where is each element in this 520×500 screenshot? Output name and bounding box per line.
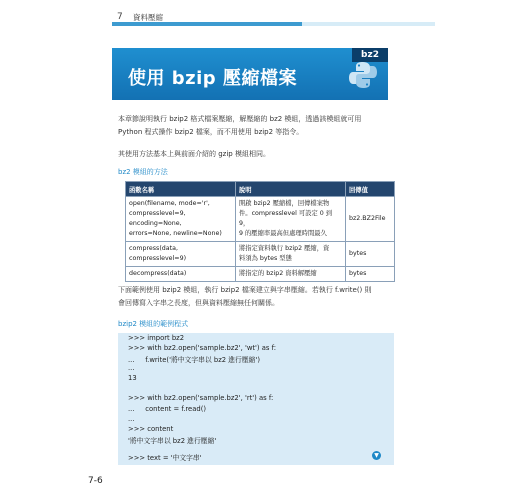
return-cell: bytes	[346, 242, 395, 267]
code-line: 13	[128, 374, 137, 382]
function-name-cell: compress(data, compresslevel=9)	[126, 242, 236, 267]
description-cell: 將指定的 bzip2 資料解壓縮	[236, 267, 346, 282]
code-line: ...	[128, 364, 135, 372]
table-row	[126, 197, 395, 242]
section-title: 使用 bzip 壓縮檔案	[128, 68, 297, 89]
chapter-number: 7	[117, 12, 123, 22]
cell-line: 料須為 bytes 型態	[239, 255, 292, 262]
code-line: '將中文字串以 bz2 進行壓縮'	[128, 437, 217, 445]
code-line: >>> with bz2.open('sample.bz2', 'wt') as f:	[128, 344, 277, 352]
python-logo-icon	[348, 60, 378, 90]
return-cell: bytes	[346, 267, 395, 282]
code-line: >>> text = '中文字串'	[128, 454, 202, 462]
code-line: ... f.write('將中文字串以 bz2 進行壓縮')	[128, 356, 260, 364]
intro-line-2: Python 程式操作 bzip2 檔案，而不用使用 bzip2 等指令。	[118, 128, 304, 136]
example-heading: bzip2 模組的範例程式	[118, 320, 189, 328]
description-cell	[236, 242, 346, 267]
description-cell	[236, 197, 346, 242]
code-line: >>> import bz2	[128, 334, 185, 342]
chevron-down-icon[interactable]: ▼	[372, 451, 381, 460]
cell-line: open(filename, mode='r',	[129, 200, 210, 207]
function-name-cell	[126, 197, 236, 242]
cell-line: errors=None, newline=None)	[129, 230, 222, 237]
cell-line: 9 的壓縮率最高但處理時間最久	[239, 230, 327, 237]
header-rule-accent	[112, 22, 302, 26]
cell-line: 將指定資料執行 bzip2 壓縮，資	[239, 245, 330, 252]
intro-line-3: 其使用方法基本上與前面介紹的 gzip 模組相同。	[118, 150, 270, 158]
chapter-title: 資料壓縮	[133, 13, 163, 22]
section-tag: bz2	[352, 48, 388, 62]
intro-line-1: 本章節說明執行 bzip2 格式檔案壓縮，解壓縮的 bz2 模組，透過該模組就可用	[118, 115, 362, 123]
table-row	[126, 242, 395, 267]
cell-line: 件。compresslevel 可設定 0 到 9，	[239, 210, 333, 227]
table-header-row	[126, 182, 395, 197]
table-row	[126, 267, 395, 282]
code-block	[118, 333, 394, 465]
cell-line: 開啟 bzip2 壓縮檔，回傳檔案物	[239, 200, 330, 207]
methods-table	[125, 181, 395, 282]
after-table-line-1: 下面範例使用 bzip2 模組，執行 bzip2 檔案建立與字串壓縮。若執行 f.write() 則	[118, 286, 372, 294]
code-line: ...	[128, 415, 135, 423]
column-header: 回傳值	[346, 182, 395, 197]
return-cell: bz2.BZ2File	[346, 197, 395, 242]
code-line: ... content = f.read()	[128, 405, 206, 413]
cell-line: compresslevel=9, encoding=None,	[129, 210, 186, 227]
after-table-line-2: 會回傳寫入字串之長度，但與資料壓縮無任何關係。	[118, 299, 279, 307]
column-header: 函數名稱	[126, 182, 236, 197]
code-line: >>> content	[128, 425, 174, 433]
methods-heading: bz2 模組的方法	[118, 168, 168, 176]
page-number: 7-6	[88, 476, 103, 486]
column-header: 說明	[236, 182, 346, 197]
code-line: >>> with bz2.open('sample.bz2', 'rt') as f:	[128, 394, 274, 402]
function-name-cell: decompress(data)	[126, 267, 236, 282]
